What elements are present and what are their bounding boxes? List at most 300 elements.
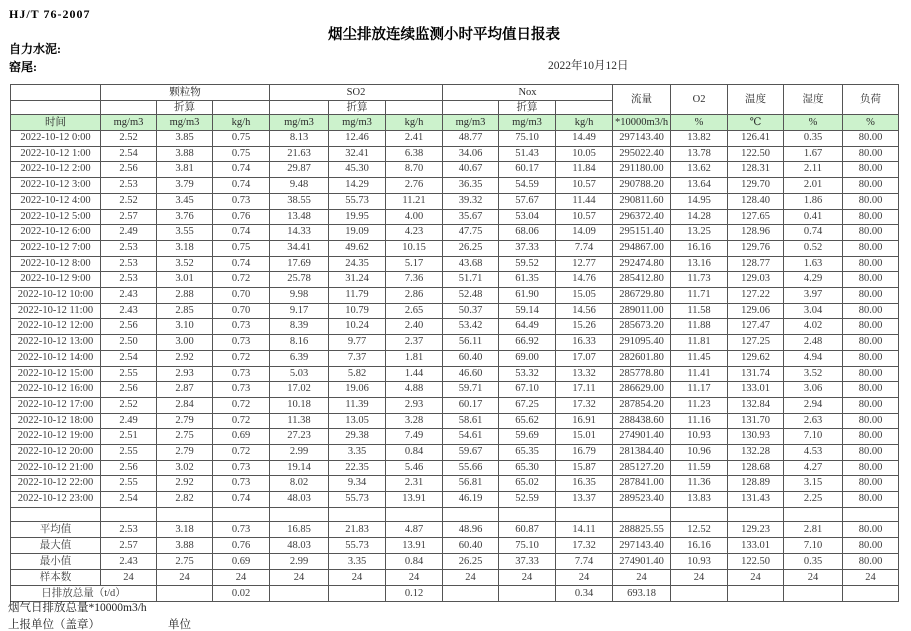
value-cell: 2.55 xyxy=(101,445,157,461)
value-cell: 13.78 xyxy=(671,146,728,162)
summary-value-cell: 26.25 xyxy=(443,553,499,569)
monitoring-table xyxy=(10,84,899,602)
value-cell: 8.13 xyxy=(270,131,329,147)
doc-code: HJ/T 76-2007 xyxy=(9,7,91,21)
value-cell: 1.67 xyxy=(784,146,843,162)
value-cell: 67.25 xyxy=(499,397,556,413)
value-cell: 2.92 xyxy=(157,350,213,366)
summary-value-cell: 24 xyxy=(443,569,499,585)
time-cell: 2022-10-12 18:00 xyxy=(11,413,101,429)
value-cell: 7.74 xyxy=(556,240,613,256)
daily-total-label: 日排放总量（t/d） xyxy=(11,585,157,601)
summary-label: 最小值 xyxy=(11,553,101,569)
summary-value-cell: 16.85 xyxy=(270,521,329,537)
header-converted-nox: 折算 xyxy=(499,101,556,115)
spacer-row xyxy=(11,507,899,521)
value-cell: 14.28 xyxy=(671,209,728,225)
value-cell: 11.79 xyxy=(329,288,386,304)
value-cell: 2.92 xyxy=(157,476,213,492)
summary-value-cell: 24 xyxy=(270,569,329,585)
summary-value-cell: 48.96 xyxy=(443,521,499,537)
empty-cell xyxy=(270,507,329,521)
value-cell: 0.35 xyxy=(784,131,843,147)
value-cell: 6.39 xyxy=(270,350,329,366)
summary-value-cell: 7.10 xyxy=(784,537,843,553)
summary-value-cell: 2.43 xyxy=(101,553,157,569)
value-cell: 80.00 xyxy=(843,131,899,147)
value-cell: 0.72 xyxy=(213,272,270,288)
value-cell: 0.73 xyxy=(213,335,270,351)
value-cell: 11.44 xyxy=(556,193,613,209)
value-cell: 7.36 xyxy=(386,272,443,288)
value-cell: 5.17 xyxy=(386,256,443,272)
daily-total-cell xyxy=(443,585,499,601)
value-cell: 2.53 xyxy=(101,240,157,256)
summary-value-cell: 60.40 xyxy=(443,537,499,553)
value-cell: 129.70 xyxy=(728,178,784,194)
value-cell: 274901.40 xyxy=(613,429,671,445)
daily-total-cell: 0.34 xyxy=(556,585,613,601)
empty-cell xyxy=(157,507,213,521)
data-row xyxy=(11,397,899,413)
value-cell: 2.56 xyxy=(101,319,157,335)
header-flow: 流量 xyxy=(613,85,671,115)
value-cell: 2.87 xyxy=(157,382,213,398)
value-cell: 0.75 xyxy=(213,240,270,256)
value-cell: 286729.80 xyxy=(613,288,671,304)
value-cell: 11.58 xyxy=(671,303,728,319)
value-cell: 2.53 xyxy=(101,256,157,272)
value-cell: 133.01 xyxy=(728,382,784,398)
value-cell: 16.33 xyxy=(556,335,613,351)
value-cell: 282601.80 xyxy=(613,350,671,366)
empty-cell xyxy=(613,507,671,521)
unit-cell: ℃ xyxy=(728,115,784,131)
value-cell: 65.35 xyxy=(499,445,556,461)
summary-value-cell: 13.91 xyxy=(386,537,443,553)
value-cell: 17.69 xyxy=(270,256,329,272)
value-cell: 2.55 xyxy=(101,366,157,382)
summary-value-cell: 16.16 xyxy=(671,537,728,553)
value-cell: 128.68 xyxy=(728,460,784,476)
unit-cell: kg/h xyxy=(213,115,270,131)
value-cell: 80.00 xyxy=(843,476,899,492)
data-row xyxy=(11,178,899,194)
value-cell: 291095.40 xyxy=(613,335,671,351)
value-cell: 3.18 xyxy=(157,240,213,256)
data-row xyxy=(11,366,899,382)
value-cell: 52.59 xyxy=(499,492,556,508)
value-cell: 11.39 xyxy=(329,397,386,413)
value-cell: 128.31 xyxy=(728,162,784,178)
header-converted-so2: 折算 xyxy=(329,101,386,115)
value-cell: 2.84 xyxy=(157,397,213,413)
value-cell: 2.86 xyxy=(386,288,443,304)
value-cell: 56.81 xyxy=(443,476,499,492)
value-cell: 34.41 xyxy=(270,240,329,256)
value-cell: 0.74 xyxy=(213,256,270,272)
value-cell: 295151.40 xyxy=(613,225,671,241)
unit-cell: mg/m3 xyxy=(157,115,213,131)
time-cell: 2022-10-12 2:00 xyxy=(11,162,101,178)
value-cell: 60.17 xyxy=(499,162,556,178)
summary-label: 最大值 xyxy=(11,537,101,553)
value-cell: 80.00 xyxy=(843,272,899,288)
value-cell: 51.43 xyxy=(499,146,556,162)
value-cell: 9.17 xyxy=(270,303,329,319)
value-cell: 26.25 xyxy=(443,240,499,256)
empty-cell xyxy=(556,507,613,521)
value-cell: 130.93 xyxy=(728,429,784,445)
value-cell: 0.73 xyxy=(213,476,270,492)
summary-value-cell: 24 xyxy=(784,569,843,585)
summary-value-cell: 3.88 xyxy=(157,537,213,553)
summary-value-cell: 55.73 xyxy=(329,537,386,553)
value-cell: 10.79 xyxy=(329,303,386,319)
time-cell: 2022-10-12 9:00 xyxy=(11,272,101,288)
value-cell: 10.15 xyxy=(386,240,443,256)
daily-total-cell: 0.02 xyxy=(213,585,270,601)
summary-row xyxy=(11,569,899,585)
time-cell: 2022-10-12 5:00 xyxy=(11,209,101,225)
value-cell: 10.93 xyxy=(671,429,728,445)
value-cell: 0.74 xyxy=(213,492,270,508)
value-cell: 3.76 xyxy=(157,209,213,225)
value-cell: 80.00 xyxy=(843,335,899,351)
summary-value-cell: 2.53 xyxy=(101,521,157,537)
value-cell: 290811.60 xyxy=(613,193,671,209)
summary-value-cell: 24 xyxy=(556,569,613,585)
header-converted-pm: 折算 xyxy=(157,101,213,115)
value-cell: 19.09 xyxy=(329,225,386,241)
value-cell: 17.07 xyxy=(556,350,613,366)
header-blank xyxy=(270,101,329,115)
value-cell: 3.04 xyxy=(784,303,843,319)
time-cell: 2022-10-12 10:00 xyxy=(11,288,101,304)
header-group-so2: SO2 xyxy=(270,85,443,101)
value-cell: 0.74 xyxy=(213,162,270,178)
value-cell: 2.49 xyxy=(101,225,157,241)
value-cell: 8.70 xyxy=(386,162,443,178)
value-cell: 11.38 xyxy=(270,413,329,429)
value-cell: 1.44 xyxy=(386,366,443,382)
value-cell: 34.06 xyxy=(443,146,499,162)
value-cell: 4.02 xyxy=(784,319,843,335)
value-cell: 2.79 xyxy=(157,413,213,429)
value-cell: 2.79 xyxy=(157,445,213,461)
value-cell: 132.84 xyxy=(728,397,784,413)
value-cell: 2.53 xyxy=(101,272,157,288)
value-cell: 9.48 xyxy=(270,178,329,194)
value-cell: 129.62 xyxy=(728,350,784,366)
summary-value-cell: 24 xyxy=(101,569,157,585)
value-cell: 12.77 xyxy=(556,256,613,272)
summary-value-cell: 24 xyxy=(329,569,386,585)
value-cell: 80.00 xyxy=(843,162,899,178)
value-cell: 122.50 xyxy=(728,146,784,162)
value-cell: 0.72 xyxy=(213,445,270,461)
data-row xyxy=(11,131,899,147)
value-cell: 0.69 xyxy=(213,429,270,445)
value-cell: 11.81 xyxy=(671,335,728,351)
value-cell: 4.88 xyxy=(386,382,443,398)
unit-label: 单位 xyxy=(168,619,191,631)
value-cell: 80.00 xyxy=(843,256,899,272)
value-cell: 287841.00 xyxy=(613,476,671,492)
value-cell: 289011.00 xyxy=(613,303,671,319)
value-cell: 15.26 xyxy=(556,319,613,335)
summary-value-cell: 24 xyxy=(613,569,671,585)
value-cell: 52.48 xyxy=(443,288,499,304)
value-cell: 13.05 xyxy=(329,413,386,429)
data-row xyxy=(11,492,899,508)
data-row xyxy=(11,319,899,335)
value-cell: 14.33 xyxy=(270,225,329,241)
value-cell: 9.34 xyxy=(329,476,386,492)
value-cell: 2.52 xyxy=(101,193,157,209)
value-cell: 54.61 xyxy=(443,429,499,445)
header-group-row xyxy=(11,85,899,101)
time-cell: 2022-10-12 0:00 xyxy=(11,131,101,147)
value-cell: 10.57 xyxy=(556,178,613,194)
daily-total-cell xyxy=(329,585,386,601)
daily-total-cell xyxy=(843,585,899,601)
value-cell: 0.74 xyxy=(213,178,270,194)
value-cell: 22.35 xyxy=(329,460,386,476)
value-cell: 13.48 xyxy=(270,209,329,225)
unit-cell: mg/m3 xyxy=(101,115,157,131)
value-cell: 128.40 xyxy=(728,193,784,209)
value-cell: 286629.00 xyxy=(613,382,671,398)
value-cell: 288438.60 xyxy=(613,413,671,429)
value-cell: 21.63 xyxy=(270,146,329,162)
value-cell: 0.70 xyxy=(213,303,270,319)
value-cell: 13.83 xyxy=(671,492,728,508)
value-cell: 10.96 xyxy=(671,445,728,461)
unit-cell: mg/m3 xyxy=(499,115,556,131)
value-cell: 0.73 xyxy=(213,460,270,476)
report-unit-label: 上报单位（盖章） xyxy=(8,619,100,631)
data-row xyxy=(11,350,899,366)
value-cell: 11.21 xyxy=(386,193,443,209)
value-cell: 129.03 xyxy=(728,272,784,288)
value-cell: 11.17 xyxy=(671,382,728,398)
value-cell: 1.81 xyxy=(386,350,443,366)
empty-cell xyxy=(11,507,101,521)
value-cell: 127.47 xyxy=(728,319,784,335)
report-date: 2022年10月12日 xyxy=(548,60,629,72)
unit-cell: mg/m3 xyxy=(443,115,499,131)
time-cell: 2022-10-12 13:00 xyxy=(11,335,101,351)
unit-cell: kg/h xyxy=(556,115,613,131)
value-cell: 2.01 xyxy=(784,178,843,194)
value-cell: 10.57 xyxy=(556,209,613,225)
value-cell: 297143.40 xyxy=(613,131,671,147)
value-cell: 15.05 xyxy=(556,288,613,304)
value-cell: 285412.80 xyxy=(613,272,671,288)
value-cell: 55.73 xyxy=(329,193,386,209)
value-cell: 10.05 xyxy=(556,146,613,162)
value-cell: 292474.80 xyxy=(613,256,671,272)
data-row xyxy=(11,303,899,319)
unit-cell: mg/m3 xyxy=(329,115,386,131)
value-cell: 296372.40 xyxy=(613,209,671,225)
header-temperature: 温度 xyxy=(728,85,784,115)
value-cell: 2.93 xyxy=(157,366,213,382)
value-cell: 80.00 xyxy=(843,240,899,256)
value-cell: 25.78 xyxy=(270,272,329,288)
value-cell: 3.88 xyxy=(157,146,213,162)
value-cell: 0.75 xyxy=(213,146,270,162)
value-cell: 2.50 xyxy=(101,335,157,351)
value-cell: 126.41 xyxy=(728,131,784,147)
value-cell: 2.52 xyxy=(101,397,157,413)
time-cell: 2022-10-12 1:00 xyxy=(11,146,101,162)
value-cell: 43.68 xyxy=(443,256,499,272)
data-row xyxy=(11,225,899,241)
value-cell: 40.67 xyxy=(443,162,499,178)
value-cell: 2.88 xyxy=(157,288,213,304)
value-cell: 3.85 xyxy=(157,131,213,147)
value-cell: 0.74 xyxy=(784,225,843,241)
time-cell: 2022-10-12 17:00 xyxy=(11,397,101,413)
header-time: 时间 xyxy=(11,115,101,131)
value-cell: 46.19 xyxy=(443,492,499,508)
value-cell: 0.73 xyxy=(213,366,270,382)
value-cell: 8.16 xyxy=(270,335,329,351)
value-cell: 16.91 xyxy=(556,413,613,429)
time-cell: 2022-10-12 6:00 xyxy=(11,225,101,241)
summary-value-cell: 80.00 xyxy=(843,521,899,537)
value-cell: 11.84 xyxy=(556,162,613,178)
value-cell: 2.52 xyxy=(101,131,157,147)
value-cell: 60.17 xyxy=(443,397,499,413)
value-cell: 6.38 xyxy=(386,146,443,162)
value-cell: 45.30 xyxy=(329,162,386,178)
value-cell: 2.43 xyxy=(101,288,157,304)
value-cell: 3.15 xyxy=(784,476,843,492)
value-cell: 3.01 xyxy=(157,272,213,288)
value-cell: 3.28 xyxy=(386,413,443,429)
value-cell: 2.54 xyxy=(101,350,157,366)
summary-value-cell: 21.83 xyxy=(329,521,386,537)
value-cell: 3.35 xyxy=(329,445,386,461)
summary-value-cell: 0.73 xyxy=(213,521,270,537)
value-cell: 19.14 xyxy=(270,460,329,476)
value-cell: 2.51 xyxy=(101,429,157,445)
empty-cell xyxy=(784,507,843,521)
value-cell: 5.46 xyxy=(386,460,443,476)
value-cell: 3.06 xyxy=(784,382,843,398)
value-cell: 2.54 xyxy=(101,492,157,508)
value-cell: 68.06 xyxy=(499,225,556,241)
value-cell: 2.75 xyxy=(157,429,213,445)
summary-label: 平均值 xyxy=(11,521,101,537)
empty-cell xyxy=(213,507,270,521)
empty-cell xyxy=(386,507,443,521)
header-units-row xyxy=(11,115,899,131)
summary-value-cell: 3.18 xyxy=(157,521,213,537)
summary-value-cell: 12.52 xyxy=(671,521,728,537)
value-cell: 13.64 xyxy=(671,178,728,194)
data-row xyxy=(11,445,899,461)
value-cell: 19.06 xyxy=(329,382,386,398)
value-cell: 17.11 xyxy=(556,382,613,398)
value-cell: 0.76 xyxy=(213,209,270,225)
header-time-blank xyxy=(11,85,101,101)
summary-value-cell: 80.00 xyxy=(843,537,899,553)
header-blank xyxy=(213,101,270,115)
value-cell: 13.62 xyxy=(671,162,728,178)
value-cell: 2.48 xyxy=(784,335,843,351)
value-cell: 27.23 xyxy=(270,429,329,445)
value-cell: 14.09 xyxy=(556,225,613,241)
time-cell: 2022-10-12 16:00 xyxy=(11,382,101,398)
value-cell: 9.77 xyxy=(329,335,386,351)
value-cell: 61.90 xyxy=(499,288,556,304)
value-cell: 7.37 xyxy=(329,350,386,366)
value-cell: 131.74 xyxy=(728,366,784,382)
summary-value-cell: 24 xyxy=(843,569,899,585)
unit-cell: *10000m3/h xyxy=(613,115,671,131)
summary-value-cell: 2.57 xyxy=(101,537,157,553)
time-cell: 2022-10-12 7:00 xyxy=(11,240,101,256)
daily-total-cell xyxy=(784,585,843,601)
summary-value-cell: 0.69 xyxy=(213,553,270,569)
data-row xyxy=(11,429,899,445)
data-row xyxy=(11,413,899,429)
value-cell: 64.49 xyxy=(499,319,556,335)
value-cell: 2.93 xyxy=(386,397,443,413)
value-cell: 2.94 xyxy=(784,397,843,413)
summary-value-cell: 122.50 xyxy=(728,553,784,569)
value-cell: 2.37 xyxy=(386,335,443,351)
value-cell: 58.61 xyxy=(443,413,499,429)
value-cell: 80.00 xyxy=(843,146,899,162)
summary-value-cell: 24 xyxy=(671,569,728,585)
value-cell: 13.32 xyxy=(556,366,613,382)
value-cell: 11.23 xyxy=(671,397,728,413)
value-cell: 59.52 xyxy=(499,256,556,272)
value-cell: 12.46 xyxy=(329,131,386,147)
value-cell: 47.75 xyxy=(443,225,499,241)
value-cell: 291180.00 xyxy=(613,162,671,178)
value-cell: 37.33 xyxy=(499,240,556,256)
value-cell: 13.82 xyxy=(671,131,728,147)
value-cell: 0.72 xyxy=(213,397,270,413)
value-cell: 2.55 xyxy=(101,476,157,492)
value-cell: 80.00 xyxy=(843,382,899,398)
value-cell: 287854.20 xyxy=(613,397,671,413)
value-cell: 55.66 xyxy=(443,460,499,476)
header-blank xyxy=(11,101,101,115)
value-cell: 2.11 xyxy=(784,162,843,178)
value-cell: 2.41 xyxy=(386,131,443,147)
value-cell: 2.99 xyxy=(270,445,329,461)
summary-label: 样本数 xyxy=(11,569,101,585)
value-cell: 128.89 xyxy=(728,476,784,492)
value-cell: 80.00 xyxy=(843,492,899,508)
value-cell: 80.00 xyxy=(843,303,899,319)
value-cell: 4.53 xyxy=(784,445,843,461)
header-blank xyxy=(101,101,157,115)
value-cell: 53.32 xyxy=(499,366,556,382)
summary-value-cell: 274901.40 xyxy=(613,553,671,569)
value-cell: 5.03 xyxy=(270,366,329,382)
company-label: 自力水泥: xyxy=(9,42,61,56)
value-cell: 11.73 xyxy=(671,272,728,288)
value-cell: 2.57 xyxy=(101,209,157,225)
